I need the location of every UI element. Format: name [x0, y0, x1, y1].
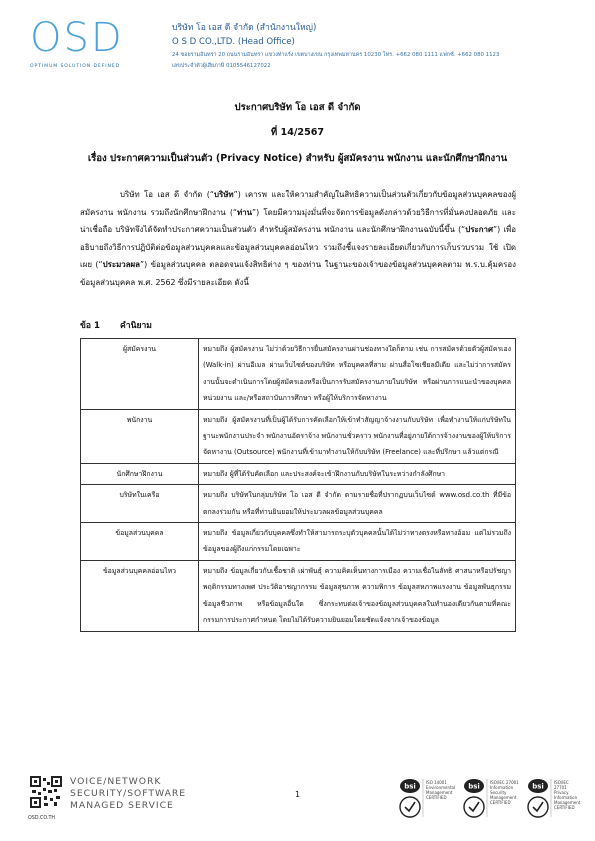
definition-cell: หมายถึง ผู้สมัครงาน ไม่ว่าด้วยวิธีการยื่นสมัครงานผ่านช่องทางใดก็ตาม เช่น การสมัครด้วยตัวผู้สมัครเอง (Walk-in) ผ่านอีเมล ผ่านเว็บไซต์ของบริษัท หรือบุคคลที่สาม ผ่านสื่อโซเชียลมีเดีย และไม่ว่าการสมัครงานนั้นจะดำเนินการโดยผู้สมัครเองหรือเป็นการรับสมัครงานภายในบริษัท หรือผ่านการแนะนำของบุคคล หน่วยงาน และ/หรือสถาบันการศึกษา หรือผู้ให้บริการจัดหางาน: [199, 339, 516, 410]
company-logo: [30, 16, 170, 88]
letterhead-info: [172, 20, 582, 70]
definition-cell: หมายถึง บริษัทในกลุ่มบริษัท โอ เอส ดี จำกัด ตามรายชื่อที่ปรากฏบนเว็บไซต์ www.osd.co.th ที่มีข้อตกลงร่วมกัน หรือที่ท่านยินยอมให้ประมวลผลข้อมูลส่วนบุคคล: [199, 485, 516, 523]
section-number: ข้อ 1: [80, 321, 101, 331]
para-bold: บริษัท: [213, 190, 234, 199]
service-line: SECURITY/SOFTWARE: [70, 788, 187, 799]
section-heading: [80, 318, 152, 332]
para-text: ”) เพื่ออธิบายถึงวิธีการปฏิบัติต่อข้อมูลส่วนบุคคลและข้อมูลส่วนบุคคลอ่อนไหว รวมถึงชี้แจงรายละเอียดเกี่ยวกับการเก็บรวบรวม ใช้ เปิดเผย (“: [80, 225, 516, 270]
term-cell: นักศึกษาฝึกงาน: [81, 463, 199, 484]
definition-cell: หมายถึง ข้อมูลเกี่ยวกับเชื้อชาติ เผ่าพันธุ์ ความคิดเห็นทางการเมือง ความเชื่อในลัทธิ ศาสนาหรือปรัชญา พฤติกรรมทางเพศ ประวัติอาชญากรรม ข้อมูลสุขภาพ ความพิการ ข้อมูลสหภาพแรงงาน ข้อมูลพันธุกรรม ข้อมูลชีวภาพ หรือข้อมูลอื่นใด ซึ่งกระทบต่อเจ้าของข้อมูลส่วนบุคคลในทำนองเดียวกันตามที่คณะกรรมการประกาศกำหนด โดยไม่ได้รับความยินยอมโดยชัดแจ้งจากเจ้าของข้อมูล: [199, 560, 516, 631]
para-text: ”) ข้อมูลส่วนบุคคล ตลอดจนแจ้งสิทธิต่าง ๆ ของท่าน ในฐานะของเจ้าของข้อมูลส่วนบุคคลตาม พ.ร.บ.คุ้มครองข้อมูลส่วนบุคคล พ.ศ. 2562 ซึ่งมีรายละเอียด ดังนี้: [80, 260, 516, 287]
section-title: คำนิยาม: [120, 321, 152, 331]
para-text: ”) โดยมีความมุ่งมั่นที่จะจัดการข้อมูลดังกล่าวด้วยวิธีการที่มั่นคงปลอดภัย และน่าเชื่อถือ บริษัทจึงได้จัดทำประกาศความเป็นส่วนตัว สำหรับผู้สมัครงาน พนักงาน และนักศึกษาฝึกงานฉบับนี้ขึ้น (“: [80, 207, 517, 235]
company-name-th: บริษัท โอ เอส ดี จำกัด (สำนักงานใหญ่): [172, 23, 317, 33]
logo-tagline: OPTIMUM SOLUTION DEFINED: [30, 64, 121, 69]
iso-14001-badge: [398, 777, 456, 819]
para-text: ”) เคารพ และให้ความสำคัญในสิทธิความเป็นส่วนตัวเกี่ยวกับข้อมูลส่วนบุคคลของผู้สมัครงาน พนักงาน รวมถึงนักศึกษาฝึกงาน (“: [80, 190, 517, 217]
para-text: บริษัท โอ เอส ดี จำกัด (“: [120, 190, 214, 199]
cert-label: ISO 14001 Environmental Management CERTIFIED: [426, 780, 456, 800]
company-tax-id: เลขประจำตัวผู้เสียภาษี 0105546127022: [172, 63, 271, 69]
term-cell: ข้อมูลส่วนบุคคลอ่อนไหว: [81, 560, 199, 631]
cert-label: ISO/IEC 27001 Information Security Management CERTIFIED: [490, 780, 519, 805]
definition-cell: หมายถึง ข้อมูลเกี่ยวกับบุคคลซึ่งทำให้สามารถระบุตัวบุคคลนั้นได้ไม่ว่าทางตรงหรือทางอ้อม แต่ไม่รวมถึงข้อมูลของผู้ถึงแก่กรรมโดยเฉพาะ: [199, 523, 516, 561]
announcement-number: ที่ 14/2567: [270, 127, 325, 138]
para-bold: ท่าน: [237, 207, 253, 217]
term-cell: ผู้สมัครงาน: [81, 339, 199, 410]
para-bold: ประกาศ: [465, 225, 493, 235]
table-row: [81, 523, 516, 561]
company-address: 24 ซอยรามอินทรา 20 ถนนรามอินทรา แขวงท่าแร้ง เขตบางเขน กรุงเทพมหานคร 10230 โทร. +662 080 1111 แฟกซ์. +662 080 1123: [172, 52, 500, 58]
table-row: [81, 339, 516, 410]
term-cell: บริษัทในเครือ: [81, 485, 199, 523]
company-name-en: O S D CO.,LTD. (Head Office): [172, 37, 295, 47]
service-line: MANAGED SERVICE: [70, 800, 174, 811]
cert-label: ISO/IEC 27701 Privacy Information Management CERTIFIED: [554, 780, 581, 810]
para-bold: ประมวลผล: [102, 260, 140, 270]
definitions-table: [80, 338, 516, 632]
bsi-badge-text: bsi: [404, 782, 416, 791]
intro-paragraph: [80, 186, 516, 292]
table-row: [81, 463, 516, 484]
announcement-subject: เรื่อง ประกาศความเป็นส่วนตัว (Privacy Notice) สำหรับ ผู้สมัครงาน พนักงาน และนักศึกษาฝึกงาน: [87, 153, 508, 164]
bsi-badge-text: bsi: [468, 782, 480, 791]
term-cell: ข้อมูลส่วนบุคคล: [81, 523, 199, 561]
website-url: OSD.CO.TH: [28, 816, 56, 821]
definition-cell: หมายถึง ผู้ที่ได้รับคัดเลือก และประสงค์จะเข้าฝึกงานกับบริษัทในระหว่างกำลังศึกษา: [199, 463, 516, 484]
table-row: [81, 409, 516, 463]
announcement-title: ประกาศบริษัท โอ เอส ดี จำกัด: [234, 102, 361, 113]
table-row: [81, 485, 516, 523]
bsi-badge-text: bsi: [532, 782, 544, 791]
term-cell: พนักงาน: [81, 409, 199, 463]
service-line: VOICE/NETWORK: [70, 776, 162, 787]
logo-text: OSD: [30, 15, 124, 61]
page-number: 1: [294, 790, 301, 799]
definition-cell: หมายถึง ผู้สมัครงานที่เป็นผู้ได้รับการคัดเลือกให้เข้าทำสัญญาจ้างงานกับบริษัท เพื่อทำงานให้แก่บริษัทในฐานะพนักงานประจำ พนักงานอัตราจ้าง พนักงานชั่วคราว พนักงานที่อยู่ภายใต้การจ้างงานของผู้ให้บริการจัดหางาน (Outsource) พนักงานที่เข้ามาทำงานให้กับบริษัท (Freelance) และที่ปรึกษา แล้วแต่กรณี: [199, 409, 516, 463]
iso-27001-badge: [462, 777, 520, 819]
table-row: [81, 560, 516, 631]
iso-27701-badge: [526, 777, 584, 819]
